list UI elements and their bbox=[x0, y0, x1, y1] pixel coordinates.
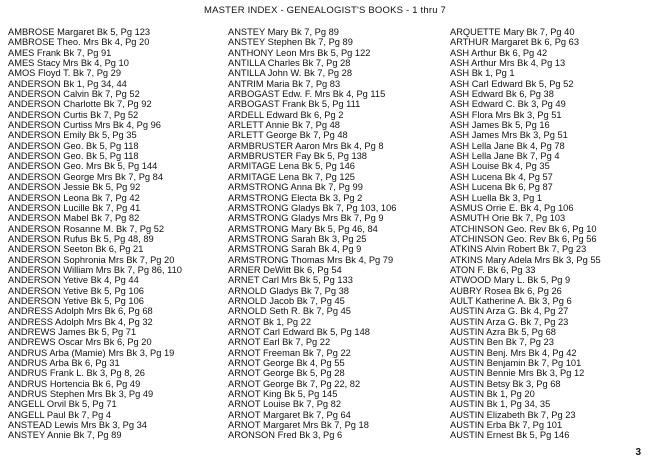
index-entry: ARNOT Carl Edward Bk 5, Pg 148 bbox=[228, 326, 370, 337]
index-entry: ARDELL Edward Bk 6, Pg 2 bbox=[228, 109, 344, 120]
index-entry: ASH Edward C. Bk 3, Pg 49 bbox=[450, 99, 566, 110]
index-entry: ASMUS Orrie E. Bk 4, Pg 106 bbox=[450, 202, 574, 213]
index-entry: AUBRY Rosea Bk 6, Pg 26 bbox=[450, 285, 562, 296]
index-entry: ANDERSON Charlotte Bk 7, Pg 92 bbox=[8, 99, 152, 110]
index-entry: ASMUTH Orie Bk 7, Pg 103 bbox=[450, 213, 566, 224]
index-entry: ASH Bk 1, Pg 1 bbox=[450, 68, 515, 79]
index-entry: ANDERSON Lucille Bk 7, Pg 41 bbox=[8, 202, 141, 213]
index-entry: ASH Flora Mrs Bk 3, Pg 51 bbox=[450, 109, 562, 120]
index-entry: ARQUETTE Mary Bk 7, Pg 40 bbox=[450, 27, 575, 37]
index-entry: AUSTIN Ben Bk 7, Pg 23 bbox=[450, 337, 554, 348]
index-entry: ANDERSON Geo. Bk 5, Pg 118 bbox=[8, 140, 139, 151]
index-column-2 bbox=[228, 27, 446, 441]
index-entry: ATWOOD Mary L. Bk 5, Pg 9 bbox=[450, 275, 571, 286]
index-entry: ANDREWS Oscar Mrs Bk 6, Pg 20 bbox=[8, 337, 152, 348]
index-entry: ANDRUS Stephen Mrs Bk 3, Pg 49 bbox=[8, 389, 154, 400]
index-entry: ANDERSON George Mrs Bk 7, Pg 84 bbox=[8, 171, 164, 182]
index-entry: ANSTEY Stephen Bk 7, Pg 89 bbox=[228, 37, 353, 48]
index-entry: ANSTEY Annie Bk 7, Pg 89 bbox=[8, 430, 122, 441]
index-entry: ARBOGAST Edw. F. Mrs Bk 4, Pg 115 bbox=[228, 89, 386, 100]
index-entry: ARNOT Louise Bk 7, Pg 82 bbox=[228, 399, 341, 410]
index-entry: ANDERSON Bk 1, Pg 34, 44 bbox=[8, 78, 127, 89]
index-entry: ARNOT George Bk 5, Pg 28 bbox=[228, 368, 345, 379]
index-entry: ASH Louise Bk 4, Pg 35 bbox=[450, 161, 550, 172]
index-entry: ARMITAGE Lena Bk 5, Pg 146 bbox=[228, 161, 355, 172]
index-entry: AMES Stacy Mrs Bk 4, Pg 10 bbox=[8, 58, 129, 69]
index-entry: ATON F. Bk 6, Pg 33 bbox=[450, 264, 536, 275]
index-entry: ANSTEAD Lewis Mrs Bk 3, Pg 34 bbox=[8, 420, 147, 431]
index-entry: ANDERSON Geo. Mrs Bk 5, Pg 144 bbox=[8, 161, 158, 172]
index-entry: ATCHINSON Geo. Rev Bk 6, Pg 10 bbox=[450, 223, 597, 234]
index-entry: AUSTIN Betsy Bk 3, Pg 68 bbox=[450, 378, 561, 389]
index-entry: ARLETT Annie Bk 7, Pg 48 bbox=[228, 120, 340, 131]
index-entry: ARNOT Margaret Mrs Bk 7, Pg 18 bbox=[228, 420, 369, 431]
index-entry: ANDRUS Hortencia Bk 6, Pg 49 bbox=[8, 378, 141, 389]
index-entry: ARTHUR Margaret Bk 6, Pg 63 bbox=[450, 37, 579, 48]
index-entry: ANTHONY Leon Mrs Bk 5, Pg 122 bbox=[228, 47, 371, 58]
index-entry: ARMSTRONG Mary Bk 5, Pg 46, 84 bbox=[228, 223, 378, 234]
index-entry: ATCHINSON Geo. Rev Bk 6, Pg 56 bbox=[450, 233, 597, 244]
index-column-1 bbox=[8, 27, 226, 441]
index-entry: ARMITAGE Lena Bk 7, Pg 125 bbox=[228, 171, 355, 182]
index-entry: AUSTIN Bk 1, Pg 20 bbox=[450, 389, 535, 400]
index-entry: ANDERSON Sophronia Mrs Bk 7, Pg 20 bbox=[8, 254, 175, 265]
index-entry: ANDERSON Jessie Bk 5, Pg 92 bbox=[8, 182, 141, 193]
index-entry: ANDERSON Yetive Bk 5, Pg 106 bbox=[8, 295, 144, 306]
index-entry: ANGELL Orvil Bk 5, Pg 71 bbox=[8, 399, 117, 410]
index-entry: ARNOT George Bk 4, Pg 55 bbox=[228, 358, 345, 368]
index-entry: ARLETT George Bk 7, Pg 48 bbox=[228, 130, 348, 141]
index-entry: ASH Arthur Bk 6, Pg 42 bbox=[450, 47, 548, 58]
index-entry: ARMSTRONG Sarah Bk 3, Pg 25 bbox=[228, 233, 367, 244]
index-entry: ASH James Bk 5, Pg 16 bbox=[450, 120, 550, 131]
index-entry: ANTRIM Maria Bk 7, Pg 83 bbox=[228, 78, 341, 89]
index-entry: AMBROSE Theo. Mrs Bk 4, Pg 20 bbox=[8, 37, 150, 48]
index-entry: ARNOT Earl Bk 7, Pg 22 bbox=[228, 337, 331, 348]
index-entry: ANDERSON Curtiss Mrs Bk 4, Pg 96 bbox=[8, 120, 161, 131]
index-entry: AUSTIN Elizabeth Bk 7, Pg 23 bbox=[450, 409, 576, 420]
index-entry: ANDERSON Seeton Bk 6, Pg 21 bbox=[8, 244, 144, 255]
index-entry: ANDRUS Arba Bk 6, Pg 31 bbox=[8, 358, 120, 368]
index-entry: ANDERSON Rosanne M. Bk 7, Pg 52 bbox=[8, 223, 165, 234]
index-entry: ANDERSON Mabel Bk 7, Pg 82 bbox=[8, 213, 140, 224]
index-entry: ARMSTRONG Anna Bk 7, Pg 99 bbox=[228, 182, 363, 193]
index-entry: ARMSTRONG Gladys Bk 7, Pg 103, 106 bbox=[228, 202, 397, 213]
index-entry: ARNOLD Jacob Bk 7, Pg 45 bbox=[228, 295, 345, 306]
index-entry: AUSTIN Ernest Bk 5, Pg 146 bbox=[450, 430, 570, 441]
index-entry: AUSTIN Benj. Mrs Bk 4, Pg 42 bbox=[450, 347, 577, 358]
index-entry: ARMSTRONG Electa Bk 3, Pg 2 bbox=[228, 192, 363, 203]
index-entry: AUSTIN Bk 1, Pg 34, 35 bbox=[450, 399, 551, 410]
index-entry: ASH James Mrs Bk 3, Pg 51 bbox=[450, 130, 568, 141]
index-entry: ASH Lucena Bk 4, Pg 57 bbox=[450, 171, 553, 182]
index-entry: ASH Carl Edward Bk 5, Pg 52 bbox=[450, 78, 574, 89]
index-entry: ARNOT Margaret Bk 7, Pg 64 bbox=[228, 409, 351, 420]
index-entry: ANGELL Paul Bk 7, Pg 4 bbox=[8, 409, 112, 420]
index-entry: ASH Arthur Mrs Bk 4, Pg 13 bbox=[450, 58, 566, 69]
index-entry: ASH Edward Bk 6, Pg 38 bbox=[450, 89, 554, 100]
index-entry: AUSTIN Arza G. Bk 7, Pg 23 bbox=[450, 316, 569, 327]
index-entry: ANDERSON Yetive Bk 5, Pg 106 bbox=[8, 285, 144, 296]
index-entry: ARMSTRONG Sarah Bk 4, Pg 9 bbox=[228, 244, 362, 255]
index-entry: AMBROSE Margaret Bk 5, Pg 123 bbox=[8, 27, 151, 37]
index-entry: ANDERSON Emily Bk 5, Pg 35 bbox=[8, 130, 137, 141]
index-entry: ANDRESS Adolph Mrs Bk 4, Pg 32 bbox=[8, 316, 153, 327]
index-column-3 bbox=[450, 27, 650, 441]
index-entry: ASH Lella Jane Bk 7, Pg 4 bbox=[450, 151, 560, 162]
index-entry: ANDRESS Adolph Mrs Bk 6, Pg 68 bbox=[8, 306, 153, 317]
index-entry: AUSTIN Benjamin Bk 7, Pg 101 bbox=[450, 358, 582, 368]
index-entry: ASH Lella Jane Bk 4, Pg 78 bbox=[450, 140, 565, 151]
index-entry: ASH Lucena Bk 6, Pg 87 bbox=[450, 182, 553, 193]
index-entry: ARONSON Fred Bk 3, Pg 6 bbox=[228, 430, 343, 441]
index-entry: ARNOLD Seth R. Bk 7, Pg 45 bbox=[228, 306, 351, 317]
page-number: 3 bbox=[635, 447, 641, 458]
index-entry: ANTILLA John W. Bk 7, Pg 28 bbox=[228, 68, 353, 79]
index-entry: ANDERSON Geo. Bk 5, Pg 118 bbox=[8, 151, 139, 162]
index-entry: ARNOT Freeman Bk 7, Pg 22 bbox=[228, 347, 351, 358]
index-entry: ATKINS Mary Adela Mrs Bk 3, Pg 55 bbox=[450, 254, 601, 265]
index-entry: ARNOT Bk 1, Pg 22 bbox=[228, 316, 312, 327]
index-entry: ANTILLA Charles Bk 7, Pg 28 bbox=[228, 58, 351, 69]
index-entry: ANDERSON Yetive Bk 4, Pg 44 bbox=[8, 275, 139, 286]
index-entry: ANDERSON Leona Bk 7, Pg 42 bbox=[8, 192, 140, 203]
index-entry: ARMBRUSTER Aaron Mrs Bk 4, Pg 8 bbox=[228, 140, 384, 151]
index-entry: ASH Luella Bk 3, Pg 1 bbox=[450, 192, 542, 203]
index-entry: AUSTIN Bennie Mrs Bk 3, Pg 12 bbox=[450, 368, 585, 379]
index-entry: ATKINS Alvin Robert Bk 7, Pg 23 bbox=[450, 244, 587, 255]
index-entry: ANDRUS Frank L. Bk 3, Pg 8, 26 bbox=[8, 368, 145, 379]
index-entry: ARMBRUSTER Fay Bk 5, Pg 138 bbox=[228, 151, 367, 162]
index-entry: AUSTIN Azra Bk 5, Pg 68 bbox=[450, 326, 556, 337]
index-entry: ARMSTRONG Thomas Mrs Bk 4, Pg 79 bbox=[228, 254, 394, 265]
index-entry: ANDERSON Calvin Bk 7, Pg 52 bbox=[8, 89, 140, 100]
index-entry: ANDREWS James Bk 5, Pg 71 bbox=[8, 326, 137, 337]
index-entry: ANDERSON William Mrs Bk 7, Pg 86, 110 bbox=[8, 264, 182, 275]
index-entry: ARNOT George Bk 7, Pg 22, 82 bbox=[228, 378, 361, 389]
index-entry: ARNOT King Bk 5, Pg 145 bbox=[228, 389, 338, 400]
index-entry: ANDERSON Curtis Bk 7, Pg 52 bbox=[8, 109, 139, 120]
page-title: MASTER INDEX - GENEALOGIST'S BOOKS - 1 thru 7 bbox=[203, 5, 447, 16]
index-entry: ANSTEY Mary Bk 7, Pg 89 bbox=[228, 27, 339, 37]
index-entry: ARNET Carl Mrs Bk 5, Pg 133 bbox=[228, 275, 353, 286]
index-entry: ANDERSON Rufus Bk 5, Pg 48, 89 bbox=[8, 233, 154, 244]
index-entry: AUSTIN Arza G. Bk 4, Pg 27 bbox=[450, 306, 569, 317]
index-entry: AULT Katherine A. Bk 3, Pg 6 bbox=[450, 295, 572, 306]
index-entry: ARNOLD Gladys Bk 7, Pg 38 bbox=[228, 285, 349, 296]
index-entry: ARNER DeWitt Bk 6, Pg 54 bbox=[228, 264, 342, 275]
index-entry: ANDRUS Arba (Mamie) Mrs Bk 3, Pg 19 bbox=[8, 347, 175, 358]
index-entry: AMES Frank Bk 7, Pg 91 bbox=[8, 47, 112, 58]
index-entry: AMOS Floyd T. Bk 7, Pg 29 bbox=[8, 68, 121, 79]
index-entry: ARBOGAST Frank Bk 5, Pg 111 bbox=[228, 99, 361, 110]
index-entry: AUSTIN Erba Bk 7, Pg 101 bbox=[450, 420, 563, 431]
index-entry: ARMSTRONG Gladys Mrs Bk 7, Pg 9 bbox=[228, 213, 384, 224]
